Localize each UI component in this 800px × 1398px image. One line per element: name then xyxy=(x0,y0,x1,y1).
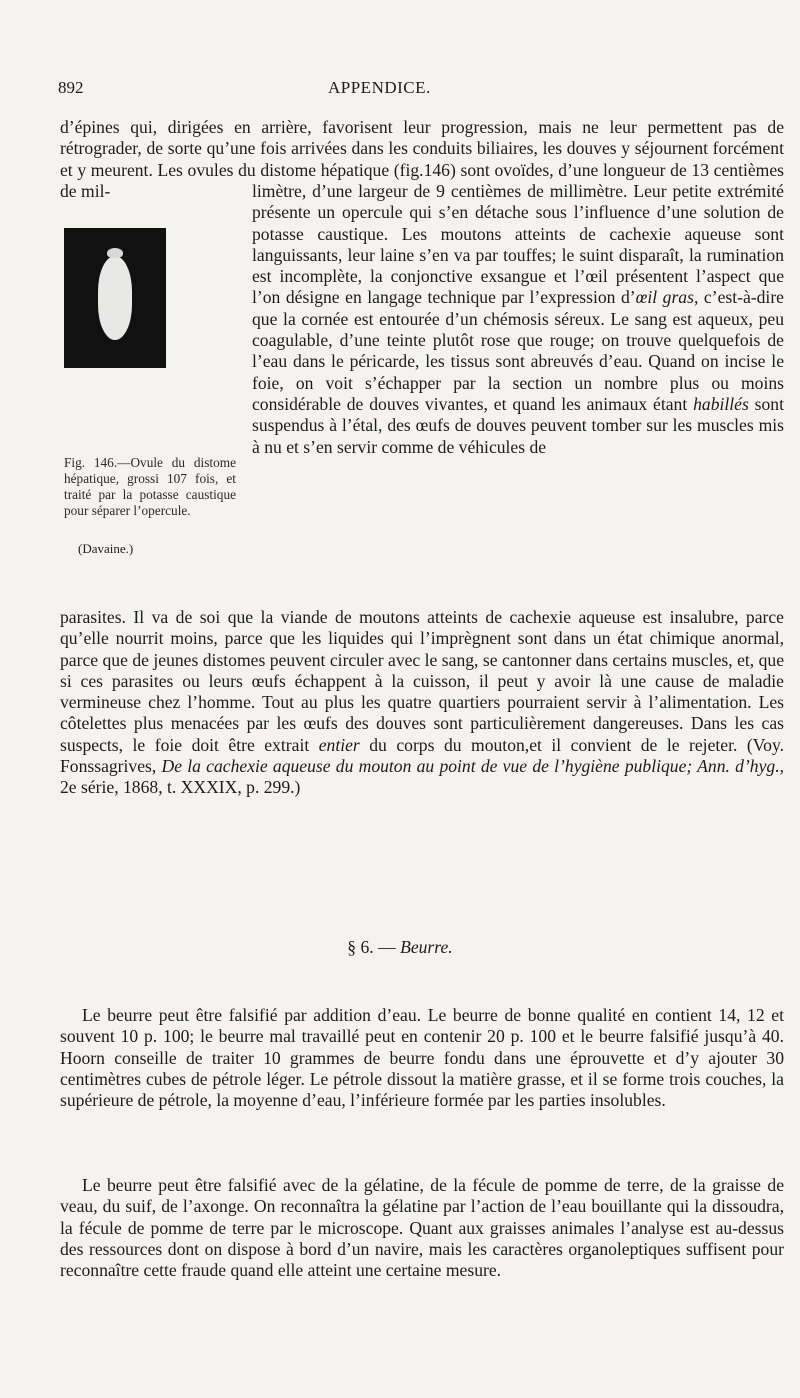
reference-details: , 2e série, 1868, t. XXXIX, p. 299.) xyxy=(60,756,784,798)
paragraph-beside-figure xyxy=(252,181,784,458)
operculum-shape xyxy=(107,248,123,258)
text-segment: sont suspendus à l’étal, des œufs de douves peuvent tomber sur les muscles mis à nu et s’en servir comme de véhicules de xyxy=(252,393,784,457)
text-segment: , c’est-à-dire que la cornée est entourée d’un chémosis séreux. Le sang est aqueux, peu coagulable, d’une teinte plutôt rose que rouge; on trouve quelquefois de l’eau dans le péricarde, les tissus sont abreuvés d’eau. Quand on incise le foie, on voit s’échapper par la section un nombre plus ou moins considérable de douves vivantes, et quand les animaux étant xyxy=(252,287,784,414)
paragraph-beurre-gelatine: Le beurre peut être falsifié avec de la gélatine, de la fécule de pomme de terre, de la graisse de veau, du suif, de l’axonge. On reconnaîtra la gélatine par l’action de l’eau bouillante qui la dissoudra, la fécule de pomme de terre par le microscope. Quant aux graisses animales l’analyse est au-dessus des ressources dont on dispose à bord d’un navire, mais les caractères organoleptiques suffisent pour reconnaître cette fraude quand elle atteint une certaine mesure. xyxy=(60,1175,784,1281)
section-title: Beurre. xyxy=(400,937,453,957)
paragraph-beurre-eau: Le beurre peut être falsifié par addition d’eau. Le beurre de bonne qualité en contient 14, 12 et souvent 10 p. 100; le beurre mal travaillé peut en contenir 20 p. 100 et le beurre falsifié jusqu’à 40. Hoorn conseille de traiter 10 grammes de beurre fondu dans une éprouvette et d’y ajouter 30 centimètres cubes de pétrole léger. Le pétrole dissout la matière grasse, et il se forme trois couches, la supérieure de pétrole, la moyenne d’eau, l’inférieure formée par les parties insolubles. xyxy=(60,1005,784,1111)
figure-caption: Fig. 146.—Ovule du distome hépatique, grossi 107 fois, et traité par la potasse caustique pour séparer l’opercule. xyxy=(64,455,236,518)
italic-habilles: habillés xyxy=(693,393,749,414)
running-head: APPENDICE. xyxy=(328,78,431,97)
figure-caption-author: (Davaine.) xyxy=(78,541,134,556)
ovule-shape xyxy=(98,256,132,340)
text-segment: parasites. Il va de soi que la viande de moutons atteints de cachexie aqueuse est insalubre, parce qu’elle nourrit moins, parce que les liquides qui l’imprègnent sont dans un état chimique anormal, parce que de jeunes distomes peuvent circuler avec le sang, se cantonner dans certains muscles, et, que si ces parasites ou leurs œufs échappent à la cuisson, il peut y avoir là une cause de maladie vermineuse chez l’homme. Tout au plus les quatre quartiers pourraient servir à l’alimentation. Les côtelettes plus menacées par les œufs des douves sont particulièrement dangereuses. Dans les cas suspects, le foie doit être extrait xyxy=(60,607,784,755)
paragraph-after-figure xyxy=(60,607,784,799)
section-heading xyxy=(0,937,800,958)
text-segment: limètre, d’une largeur de 9 centièmes de millimètre. Leur petite extrémité présente un opercule qui s’en détache sous l’influence d’une solution de potasse caustique. Les moutons atteints de cachexie aqueuse sont languissants, leur laine s’en va par touffes; le suint disparaît, la rumination est incomplète, la conjonctive exsangue et l’œil présentent l’aspect que l’on désigne en langage technique par l’expression d’ xyxy=(252,181,784,308)
reference-title: De la cachexie aqueuse du mouton au point de vue de l’hygiène publique; Ann. d’hyg. xyxy=(161,756,780,777)
page-header xyxy=(58,78,798,104)
section-number: § 6. — xyxy=(347,937,401,957)
italic-entier: entier xyxy=(318,734,360,755)
page-number: 892 xyxy=(58,78,84,97)
paragraph-intro: d’épines qui, dirigées en arrière, favorisent leur progression, mais ne leur permettent pas de rétrograder, de sorte qu’une fois arrivées dans les conduits biliaires, les douves y séjournent forcément et y meurent. Les ovules du distome hépatique (fig.146) sont ovoïdes, d’une longueur de 13 centièmes de mil- xyxy=(60,117,784,201)
ovule-illustration xyxy=(64,228,166,368)
text-segment: du corps du mouton,et il convient de le rejeter. (Voy. Fonssagrives, xyxy=(60,734,784,777)
italic-oeil-gras: œil gras xyxy=(635,287,694,308)
